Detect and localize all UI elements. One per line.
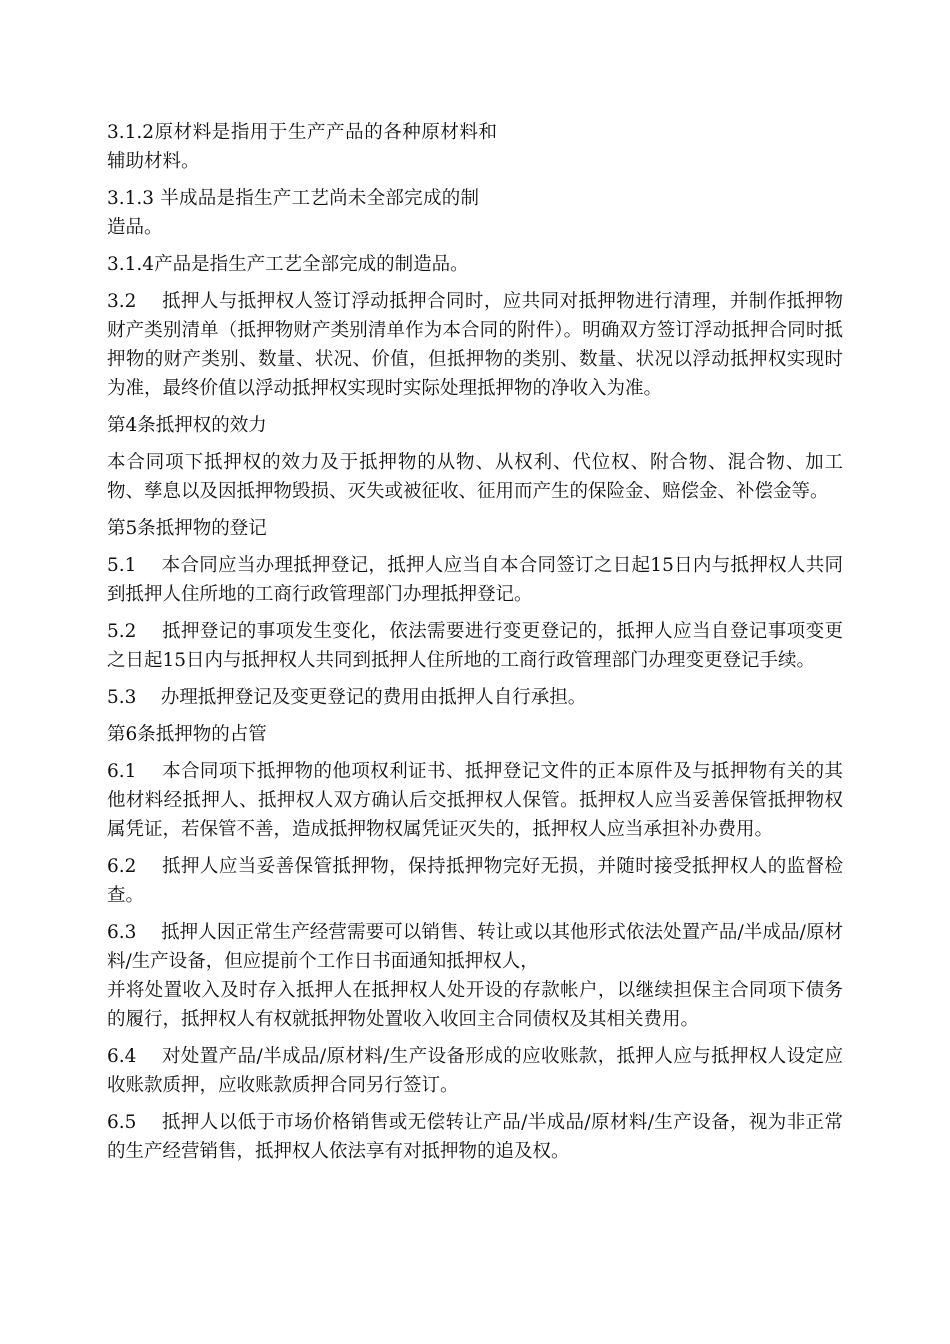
clause-3-1-4: 3.1.4产品是指生产工艺全部完成的制造品。 [107,254,469,275]
clause-5-3: 5.3 办理抵押登记及变更登记的费用由抵押人自行承担。 [107,687,587,708]
document-page [107,118,843,1174]
clause-3-2: 3.2 抵押人与抵押权人签订浮动抵押合同时，应共同对抵押物进行清理，并制作抵押物财产类别清单（抵押物财产类别清单作为本合同的附件）。明确双方签订浮动抵押合同时抵押物的财产类别、数量、状况、价值，但抵押物的类别、数量、状况以浮动抵押权实现时为准，最终价值以浮动抵押权实现时实际处理抵押物的净收入为准。 [107,291,843,399]
article-4-body: 本合同项下抵押权的效力及于抵押物的从物、从权利、代位权、附合物、混合物、加工物、孳息以及因抵押物毁损、灭失或被征收、征用而产生的保险金、赔偿金、补偿金等。 [107,452,843,502]
clause-6-1: 6.1 本合同项下抵押物的他项权利证书、抵押登记文件的正本原件及与抵押物有关的其他材料经抵押人、抵押权人双方确认后交抵押权人保管。抵押权人应当妥善保管抵押物权属凭证，若保管不善，造成抵押物权属凭证灭失的，抵押权人应当承担补办费用。 [107,761,843,840]
clause-6-3: 6.3 抵押人因正常生产经营需要可以销售、转让或以其他形式依法处置产品/半成品/原材料/生产设备，但应提前个工作日书面通知抵押权人， 并将处置收入及时存入抵押人在抵押权人处开设的存款帐户，以继续担保主合同项下债务的履行，抵押权人有权就抵押物处置收入收回主合同债权及其相关费用。 [107,922,843,1030]
clause-5-2: 5.2 抵押登记的事项发生变化，依法需要进行变更登记的，抵押人应当自登记事项变更之日起15日内与抵押权人共同到抵押人住所地的工商行政管理部门办理变更登记手续。 [107,621,843,671]
article-5-heading: 第5条抵押物的登记 [107,518,267,539]
clause-3-1-2: 3.1.2原材料是指用于生产产品的各种原材料和辅助材料。 [107,122,497,172]
article-4-heading: 第4条抵押权的效力 [107,415,267,436]
clause-5-1: 5.1 本合同应当办理抵押登记，抵押人应当自本合同签订之日起15日内与抵押权人共同到抵押人住所地的工商行政管理部门办理抵押登记。 [107,555,843,605]
article-6-heading: 第6条抵押物的占管 [107,724,267,745]
clause-6-4: 6.4 对处置产品/半成品/原材料/生产设备形成的应收账款，抵押人应与抵押权人设定应收账款质押，应收账款质押合同另行签订。 [107,1046,843,1096]
clause-6-5: 6.5 抵押人以低于市场价格销售或无偿转让产品/半成品/原材料/生产设备，视为非正常的生产经营销售，抵押权人依法享有对抵押物的追及权。 [107,1112,843,1162]
clause-6-2: 6.2 抵押人应当妥善保管抵押物，保持抵押物完好无损，并随时接受抵押权人的监督检查。 [107,856,843,906]
clause-3-1-3: 3.1.3 半成品是指生产工艺尚未全部完成的制造品。 [107,188,479,238]
